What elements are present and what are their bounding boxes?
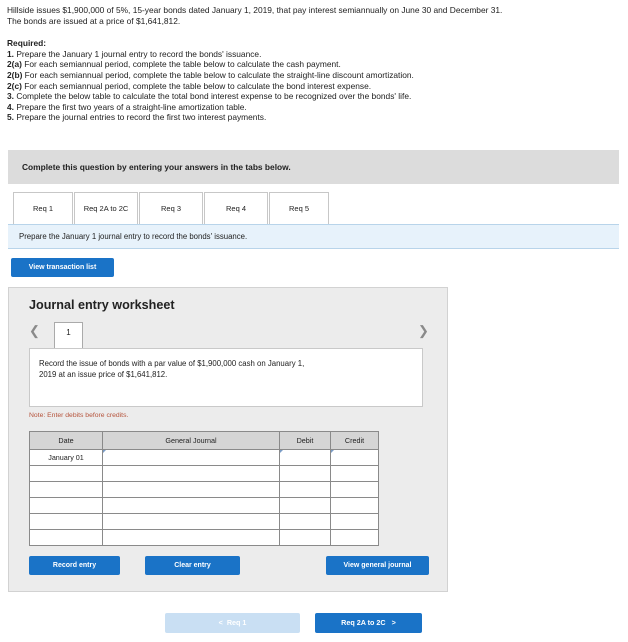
column-date: Date <box>30 432 103 450</box>
tab-req-2a-to-2c[interactable]: Req 2A to 2C <box>74 192 138 224</box>
record-entry-button[interactable]: Record entry <box>29 556 120 575</box>
tab-req-5[interactable]: Req 5 <box>269 192 329 224</box>
table-row <box>30 514 379 530</box>
date-cell <box>30 498 103 514</box>
requirement-item: 2(a) For each semiannual period, complete the table below to calculate the cash payment. <box>7 59 341 70</box>
transaction-description: Record the issue of bonds with a par value of $1,900,000 cash on January 1, 2019 at an issue price of $1,641,812. <box>29 348 423 407</box>
view-general-journal-button[interactable]: View general journal <box>326 556 429 575</box>
view-transaction-list-button[interactable]: View transaction list <box>11 258 114 277</box>
chevron-left-icon: < <box>218 618 223 627</box>
prev-req-label: Req 1 <box>226 618 247 627</box>
table-row <box>30 466 379 482</box>
chevron-right-icon[interactable]: ❯ <box>418 323 429 338</box>
account-input[interactable] <box>103 466 280 482</box>
credit-input[interactable] <box>331 466 379 482</box>
requirement-item: 4. Prepare the first two years of a straight-line amortization table. <box>7 101 247 112</box>
account-input[interactable] <box>103 498 280 514</box>
column-general-journal: General Journal <box>103 432 280 450</box>
prev-req-button <box>165 613 300 633</box>
table-row <box>30 450 379 466</box>
tab-req-1[interactable]: Req 1 <box>13 192 73 224</box>
date-cell: January 01 <box>30 450 103 466</box>
table-row <box>30 530 379 546</box>
chevron-left-icon[interactable]: ❮ <box>29 323 40 338</box>
table-row <box>30 498 379 514</box>
clear-entry-button[interactable]: Clear entry <box>145 556 240 575</box>
instructions-banner: Complete this question by entering your answers in the tabs below. <box>8 150 619 184</box>
debit-input[interactable] <box>280 466 331 482</box>
next-req-label: Req 2A to 2C <box>341 618 386 627</box>
requirement-item: 3. Complete the below table to calculate the total bond interest expense to be recognized over the bonds' life. <box>7 91 412 102</box>
date-cell <box>30 530 103 546</box>
tab-instruction: Prepare the January 1 journal entry to record the bonds' issuance. <box>8 224 619 249</box>
date-cell <box>30 466 103 482</box>
account-input[interactable] <box>103 482 280 498</box>
required-label: Required: <box>7 38 47 49</box>
credit-input[interactable] <box>331 482 379 498</box>
table-row <box>30 482 379 498</box>
next-req-button[interactable] <box>315 613 422 633</box>
chevron-right-icon: > <box>391 618 396 627</box>
column-credit: Credit <box>331 432 379 450</box>
requirement-item: 2(c) For each semiannual period, complete the table below to calculate the bond interest expense. <box>7 80 372 91</box>
credit-input[interactable] <box>331 498 379 514</box>
problem-line-1: Hillside issues $1,900,000 of 5%, 15-year bonds dated January 1, 2019, that pay interest semiannually on June 30 and December 31. <box>7 5 503 15</box>
requirement-item: 2(b) For each semiannual period, complete the table below to calculate the straight-line discount amortization. <box>7 69 414 80</box>
date-cell <box>30 514 103 530</box>
tab-req-4[interactable]: Req 4 <box>204 192 268 224</box>
tab-req-3[interactable]: Req 3 <box>139 192 203 224</box>
debit-input[interactable] <box>280 514 331 530</box>
debit-input[interactable] <box>280 482 331 498</box>
debit-input[interactable] <box>280 498 331 514</box>
problem-statement <box>7 5 622 123</box>
problem-line-2: The bonds are issued at a price of $1,641,812. <box>7 15 181 26</box>
requirement-item: 5. Prepare the journal entries to record the first two interest payments. <box>7 112 267 123</box>
worksheet-page-number[interactable]: 1 <box>54 322 83 348</box>
credit-input[interactable] <box>331 530 379 546</box>
column-debit: Debit <box>280 432 331 450</box>
journal-table <box>29 431 379 546</box>
account-input[interactable] <box>103 514 280 530</box>
requirements-list <box>7 49 622 123</box>
account-input[interactable] <box>103 450 280 466</box>
requirement-item: 1. Prepare the January 1 journal entry to record the bonds' issuance. <box>7 48 262 59</box>
debit-input[interactable] <box>280 530 331 546</box>
credit-input[interactable] <box>331 450 379 466</box>
account-input[interactable] <box>103 530 280 546</box>
date-cell <box>30 482 103 498</box>
debit-input[interactable] <box>280 450 331 466</box>
credit-input[interactable] <box>331 514 379 530</box>
debit-credit-note: Note: Enter debits before credits. <box>29 412 129 419</box>
worksheet-title: Journal entry worksheet <box>29 298 175 312</box>
